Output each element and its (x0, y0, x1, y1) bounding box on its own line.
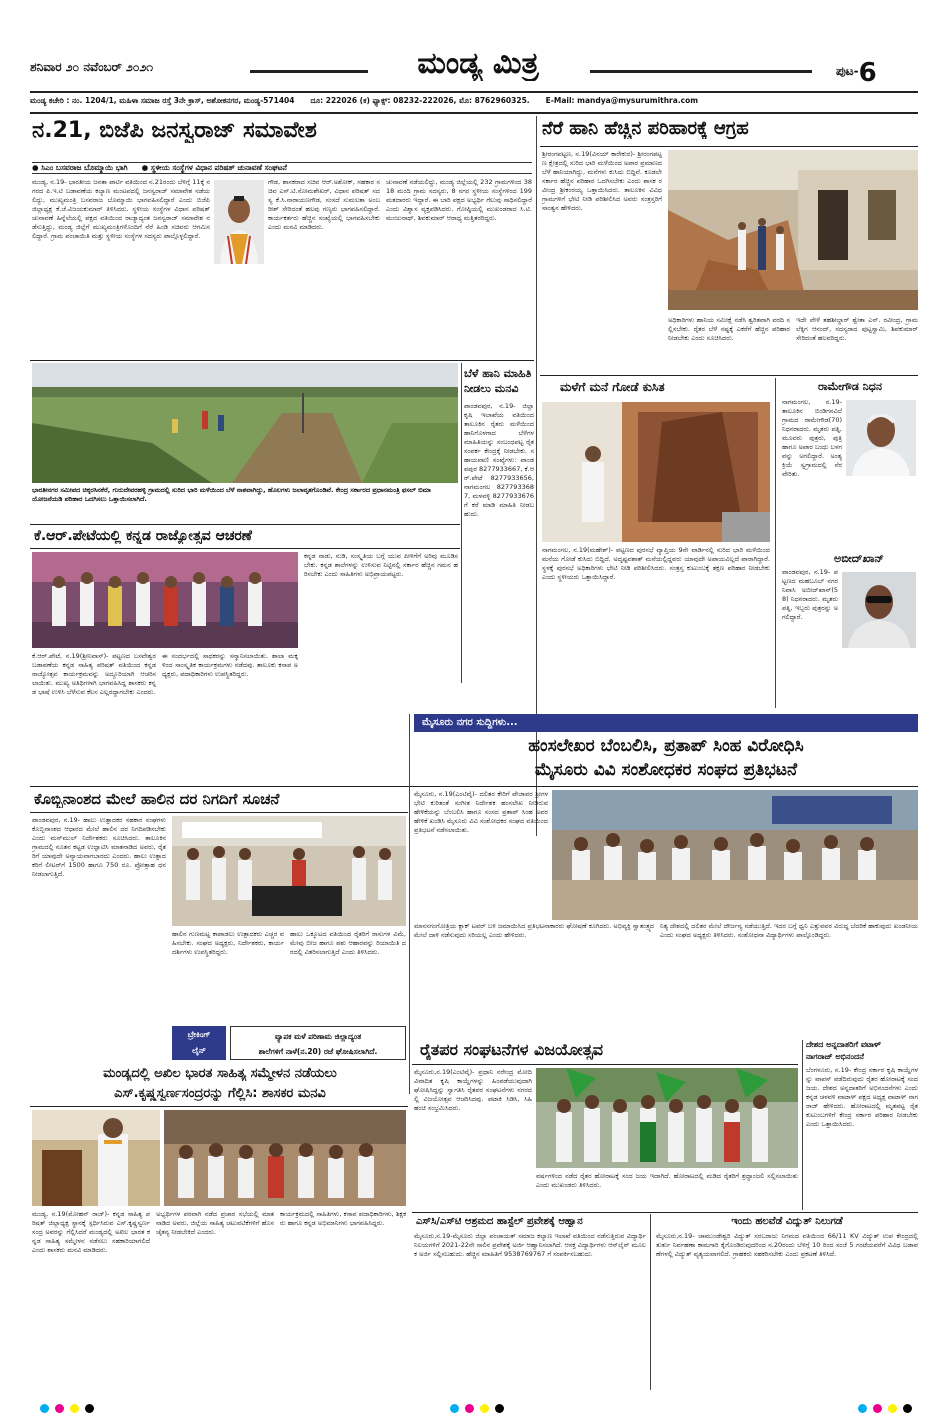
milk-body-col3: ಹಾಲು ಒಕ್ಕೂಟದ ವತಿಯಿಂದ ರೈತರಿಗೆ ರಾಸುಗಳ ವಿಮೆ, ಮೇವು ಬೀಜ ಹಾಗೂ ಪಶು ಆಹಾರವನ್ನು ರಿಯಾಯಿತಿ ದರದಲ್ಲಿ ವಿತರಿಸಲಾಗುತ್ತಿದೆ ಎಂದು ತಿಳಿಸಿದರು. (290, 930, 406, 956)
kannada-headline: ಕೆ.ಆರ್.ಪೇಟೆಯಲ್ಲಿ ಕನ್ನಡ ರಾಜ್ಯೋತ್ಸವ ಆಚರಣೆ (34, 528, 252, 544)
power-headline: ಇಂದು ಹಲವೆಡೆ ವಿದ್ಯುತ್ ನಿಲುಗಡೆ (731, 1216, 843, 1227)
obit2-portrait (842, 572, 916, 648)
breaking-tag-line2: ಲೈನ್ (192, 1046, 206, 1055)
column-divider-right (802, 1040, 803, 1210)
rain-body-col2: ಅಧಿಕಾರಿಗಳು ಹಾನಿಯ ಸಮೀಕ್ಷೆ ನಡೆಸಿ ತ್ವರಿತವಾಗಿ ವರದಿ ಸಲ್ಲಿಸಬೇಕು. ರೈತರ ಬೆಳೆ ನಷ್ಟಕ್ಕೆ ಎಕರೆಗೆ ಹೆಚ್ಚಿನ ಪರಿಹಾರ ನೀಡಬೇಕು ಎಂದು ಸೂಚಿಸಿದರು. (668, 316, 790, 342)
rain-photo (668, 150, 918, 310)
rally-headline: ರೈತಪರ ಸಂಘಟನೆಗಳ ವಿಜಯೋತ್ಸವ (420, 1040, 604, 1059)
protest-headline-2: ಮೈಸೂರು ವಿವಿ ಸಂಶೋಧಕರ ಸಂಘದ ಪ್ರತಿಭಟನೆ (534, 760, 798, 780)
kannada-photo (32, 552, 298, 648)
sammelana-headline-1: ಮಂಡ್ಯದಲ್ಲಿ ಅಖಿಲ ಭಾರತ ಸಾಹಿತ್ಯ ಸಮ್ಮೇಳನ ನಡೆಯಲು (103, 1066, 337, 1081)
column-divider-crop (461, 363, 462, 683)
bjp-subhead-2: ● ಸ್ಥಳೀಯ ಸಂಸ್ಥೆಗಳ ವಿಧಾನ ಪರಿಷತ್ ಚುನಾವಣೆ ಸಂಘಟನೆ (141, 163, 287, 172)
milk-body-col1: ಪಾಂಡವಪುರ, ನ.19- ಹಾಲು ಉತ್ಪಾದಕರ ಸಹಕಾರ ಸಂಘಗಳು ಕೊಬ್ಬಿನಾಂಶದ ಆಧಾರದ ಮೇಲೆ ಹಾಲಿನ ದರ ನಿಗದಿಪಡಿಸಬೇಕು ಎಂದು ಮನ್‌ಮುಲ್ ನಿರ್ದೇಶಕರು ಸೂಚಿಸಿದರು. ತಾಲೂಕಿನ ಗ್ರಾಮದಲ್ಲಿ ನೂತನ ಕಟ್ಟಡ ಉದ್ಘಾಟಿಸಿ ಮಾತನಾಡಿದ ಅವರು, ರೈತರಿಗೆ ಯಾವುದೇ ಅನ್ಯಾಯವಾಗಬಾರದು ಎಂದರು. ಹಾಲು ಉತ್ಪಾದಕರಿಗೆ ಲೀಟರ್‌ಗೆ 1500 ಹಾಗೂ 750 ರೂ. ಪ್ರೋತ್ಸಾಹ ಧನ ನೀಡಲಾಗುತ್ತಿದೆ. (32, 816, 166, 878)
sammelana-headline-rule (30, 1106, 408, 1107)
rain-bottom-rule (540, 375, 918, 376)
column-divider-bottom (650, 1214, 651, 1390)
contact-rule (30, 112, 918, 114)
column-divider-obit (775, 378, 776, 708)
newspaper-title: ಮಂಡ್ಯ ಮಿತ್ರ (417, 46, 539, 81)
bjp-subhead-1: ● ಸಿಎಂ ಬಸವರಾಜ ಬೊಮ್ಮಾಯಿ ಭಾಗಿ (32, 163, 128, 172)
rain-headline-rule (540, 146, 918, 147)
rally-photo (536, 1068, 798, 1168)
print-mark-black (85, 1404, 94, 1413)
sammelana-body-col4: ಕಾರ್ಯಕ್ರಮದಲ್ಲಿ ಸಾಹಿತಿಗಳು, ಕಸಾಪ ಪದಾಧಿಕಾರಿಗಳು, ಶಿಕ್ಷಕರು ಹಾಗೂ ಕನ್ನಡ ಅಭಿಮಾನಿಗಳು ಭಾಗವಹಿಸಿದ್ದರು. (280, 1210, 406, 1227)
office-phone: ದೂ: 222026 (ಕ) ಫ್ಯಾಕ್ಸ್: 08232-222026, ಮೊ: 8762960325. (310, 96, 530, 105)
sammelana-body-col2: ಅಭ್ಯರ್ಥಿಗಳ ಪರವಾಗಿ ನಡೆದ ಪ್ರಚಾರ ಸಭೆಯಲ್ಲಿ ಮಾತನಾಡಿದ ಅವರು, ಜಿಲ್ಲೆಯ ಸಾಹಿತ್ಯ ಚಟುವಟಿಕೆಗಳಿಗೆ ಹೊಸ ಚೈತನ್ಯ ನೀಡಬೇಕಿದೆ ಎಂದರು. (156, 1210, 274, 1236)
breaking-tag-line1: ಬ್ರೇಕಿಂಗ್ (187, 1030, 211, 1039)
masthead-rule-right (590, 70, 812, 73)
crop-photo-caption: ಭಾರತೀನಗರ ಸಮೀಪದ ಚಿಕ್ಕರಸಿನಕೆರೆ, ಗುರುದೇವರಹಳ್ಳಿ ಗ್ರಾಮದಲ್ಲಿ ಸುರಿದ ಭಾರಿ ಮಳೆಯಿಂದ ಬೆಳೆ ನಾಶವಾಗಿದ್ದು, ಹೊಲಗಳು ಜಲಾವೃತಗೊಂಡಿವೆ. ಕೇಂದ್ರ ಸರ್ಕಾರದ ಪ್ರಧಾನಮಂತ್ರಿ ಫಸಲ್ ಬಿಮಾ ಯೋಜನೆಯಡಿ ಪರಿಹಾರ ಒದಗಿಸಲು ಒತ್ತಾಯಿಸಲಾಗಿದೆ. (32, 486, 431, 503)
protest-body-col3: ನಿತ್ಯ ದೇಶದಲ್ಲಿ ದಲಿತರ ಮೇಲೆ ದೌರ್ಜನ್ಯ ನಡೆಯುತ್ತಿದೆ. ಇದರ ಬಗ್ಗೆ ಧ್ವನಿ ಎತ್ತುವವರ ವಿರುದ್ಧ ಬೆದರಿಕೆ ಹಾಕುವುದು ಖಂಡನೀಯ ಎಂದು ಸಂಘದ ಅಧ್ಯಕ್ಷರು ತಿಳಿಸಿದರು. ಸಂಶೋಧನಾ ವಿದ್ಯಾರ್ಥಿಗಳು ಪಾಲ್ಗೊಂಡಿದ್ದರು. (660, 922, 918, 939)
house-headline: ಮಳೆಗೆ ಮನೆ ಗೋಡೆ ಕುಸಿತ (560, 380, 665, 394)
bjp-subheads (32, 162, 532, 174)
print-marks-center (450, 1404, 504, 1413)
rally-body-col2: ವರ್ಷಗಳಿಂದ ನಡೆದ ರೈತರ ಹೋರಾಟಕ್ಕೆ ಸಂದ ಜಯ ಇದಾಗಿದೆ. ಹೋರಾಟದಲ್ಲಿ ಮಡಿದ ರೈತರಿಗೆ ಶ್ರದ್ಧಾಂಜಲಿ ಸಲ್ಲಿಸಲಾಯಿತು ಎಂದು ಮುಖಂಡರು ತಿಳಿಸಿದರು. (536, 1172, 798, 1189)
print-mark-cyan (40, 1404, 49, 1413)
print-mark-magenta (465, 1404, 474, 1413)
obit1-portrait (846, 400, 916, 476)
hostel-body: ಮೈಸೂರು,ನ.19-ಮೈಸೂರು ಜಿಲ್ಲಾ ಪಂಚಾಯತ್ ಸಮಾಜ ಕಲ್ಯಾಣ ಇಲಾಖೆ ವತಿಯಿಂದ ನಡೆಸುತ್ತಿರುವ ವಿದ್ಯಾರ್ಥಿ ನಿಲಯಗಳಿಗೆ 2021-22ನೇ ಸಾಲಿನ ಪ್ರವೇಶಕ್ಕೆ ಅರ್ಜಿ ಆಹ್ವಾನಿಸಲಾಗಿದೆ. ಆಸಕ್ತ ವಿದ್ಯಾರ್ಥಿಗಳು ಆನ್‌ಲೈನ್ ಮೂಲಕ ಅರ್ಜಿ ಸಲ್ಲಿಸಬಹುದು. ಹೆಚ್ಚಿನ ಮಾಹಿತಿಗೆ 9538769767 ಗೆ ಸಂಪರ್ಕಿಸಬಹುದು. (414, 1232, 646, 1258)
print-mark-cyan (450, 1404, 459, 1413)
obit2-headline: ಅಬೀದ್‌ಖಾನ್ (833, 552, 885, 565)
crop-body: ಪಾಂಡವಪುರ, ನ.19- ಜಿಲ್ಲಾ ಕೃಷಿ ಇಲಾಖೆಯ ವತಿಯಿಂದ ತಾಲೂಕಿನ ರೈತರು ಮಳೆಯಿಂದ ಹಾನಿಗೊಳಗಾದ ಬೆಳೆಗಳ ಮಾಹಿತಿಯನ್ನು ಸಂಬಂಧಪಟ್ಟ ರೈತ ಸಂಪರ್ಕ ಕೇಂದ್ರಕ್ಕೆ ನೀಡಬೇಕು. ಸಹಾಯವಾಣಿ ಸಂಖ್ಯೆಗಳು: ಪಾಂಡವಪುರ 8277933667, ಕೆ.ಆರ್.ಪೇಟೆ 8277933656, ನಾಗಮಂಗಲ 8277933687, ಮಳವಳ್ಳಿ 8277933676 ಗೆ ಕರೆ ಮಾಡಿ ಮಾಹಿತಿ ನೀಡಬಹುದು. (464, 402, 534, 518)
crop-headline: ಬೆಳೆ ಹಾನಿ ಮಾಹಿತಿ ನೀಡಲು ಮನವಿ (464, 367, 532, 395)
page-label (836, 58, 877, 88)
page-label-text: ಪುಟ- (836, 64, 859, 78)
obit1-headline: ರಾಮೇಗೌಡ ನಿಧನ (818, 380, 882, 393)
print-mark-magenta (55, 1404, 64, 1413)
print-mark-yellow (480, 1404, 489, 1413)
print-mark-yellow (70, 1404, 79, 1413)
wall-collapse-photo (542, 402, 770, 542)
elderly-man-portrait (846, 400, 916, 476)
kannada-body-col1: ಕೆ.ಆರ್.ಪೇಟೆ, ನ.19(ಶ್ರೀನಿವಾಸ್)- ಪಟ್ಟಣದ ಬಸವೇಶ್ವರ ಬಡಾವಣೆಯ ಕನ್ನಡ ಸಾಹಿತ್ಯ ಪರಿಷತ್ ವತಿಯಿಂದ ಕನ್ನಡ ರಾಜ್ಯೋತ್ಸವ ಕಾರ್ಯಕ್ರಮವನ್ನು ಅದ್ದೂರಿಯಾಗಿ ಆಚರಿಸಲಾಯಿತು. ಮುಖ್ಯ ಅತಿಥಿಗಳಾಗಿ ಭಾಗವಹಿಸಿದ್ದ ಶಾಸಕರು ಕನ್ನಡ ಭಾಷೆ ಉಳಿಸಿ ಬೆಳೆಸುವ ಕೆಲಸ ಎಲ್ಲರದ್ದಾಗಬೇಕು ಎಂದರು. (32, 652, 156, 696)
kannada-bottom-rule (30, 786, 460, 787)
print-mark-cyan (858, 1404, 867, 1413)
milk-body-col2: ಹಾಲಿನ ಗುಣಮಟ್ಟ ಕಾಪಾಡಲು ಉತ್ಪಾದಕರು ಎಚ್ಚರ ವಹಿಸಬೇಕು. ಸಂಘದ ಅಧ್ಯಕ್ಷರು, ನಿರ್ದೇಶಕರು, ಕಾರ್ಯದರ್ಶಿಗಳು ಉಪಸ್ಥಿತರಿದ್ದರು. (172, 930, 284, 956)
obit1-body-col1: ನಾಗಮಂಗಲ, ನ.19- ತಾಲೂಕಿನ ಬಿಂಡಿಗನವಿಲೆ ಗ್ರಾಮದ ರಾಮೇಗೌಡ(70) ನಿಧನರಾದರು. ಮೃತರು ಪತ್ನಿ, ಮೂವರು ಪುತ್ರರು, ಪುತ್ರಿ ಹಾಗೂ ಅಪಾರ ಬಂಧು ಬಳಗವನ್ನು ಅಗಲಿದ್ದಾರೆ. ಅಂತ್ಯಕ್ರಿಯೆ ಸ್ವಗ್ರಾಮದಲ್ಲಿ ನೆರವೇರಿತು. (782, 398, 842, 478)
advocate-body: ಬೆಂಗಳೂರು, ನ.19- ಕೇಂದ್ರ ಸರ್ಕಾರ ಕೃಷಿ ಕಾಯ್ದೆಗಳನ್ನು ವಾಪಸ್ ಪಡೆದಿರುವುದು ರೈತರ ಹೋರಾಟಕ್ಕೆ ಸಂದ ಜಯ. ದೇಶದ ಅನ್ನದಾತರಿಗೆ ಅಭಿನಂದನೆಗಳು ಎಂದು ಕನ್ನಡ ಚಳವಳಿ ವಾಟಾಳ್ ಪಕ್ಷದ ಅಧ್ಯಕ್ಷ ವಾಟಾಳ್ ನಾಗರಾಜ್ ಹೇಳಿದರು. ಹೋರಾಟದಲ್ಲಿ ಮೃತಪಟ್ಟ ರೈತ ಕುಟುಂಬಗಳಿಗೆ ಕೇಂದ್ರ ಸರ್ಕಾರ ಪರಿಹಾರ ನೀಡಬೇಕು ಎಂದು ಒತ್ತಾಯಿಸಿದರು. (806, 1066, 918, 1128)
speaker-at-podium-photo (32, 1110, 160, 1206)
bjp-bottom-rule (30, 360, 534, 361)
protest-headline-1: ಹಂಸಲೇಖರ ಬೆಂಬಲಿಸಿ, ಪ್ರತಾಪ್ ಸಿಂಹ ವಿರೋಧಿಸಿ (528, 736, 804, 756)
print-marks-left (40, 1404, 94, 1413)
sammelana-photo-audience (164, 1110, 406, 1206)
masthead-double-rule (30, 91, 918, 93)
crop-bottom-rule (30, 524, 460, 525)
issue-date: ಶನಿವಾರ ೨೦ ನವೆಂಬರ್ ೨೦೨೧ (30, 60, 153, 74)
kannada-headline-rule (30, 548, 460, 549)
print-mark-black (495, 1404, 504, 1413)
collapsed-house-photo (668, 150, 918, 310)
contact-bar (30, 96, 918, 110)
rally-body-col1: ಮೈಸೂರು,ನ.19(ಎಂಟಿವೈ)- ಪ್ರಧಾನಿ ನರೇಂದ್ರ ಮೋದಿ ವಿವಾದಿತ ಕೃಷಿ ಕಾಯ್ದೆಗಳನ್ನು ಹಿಂಪಡೆಯುವುದಾಗಿ ಘೋಷಿಸಿದ್ದನ್ನು ಸ್ವಾಗತಿಸಿ ರೈತಪರ ಸಂಘಟನೆಗಳು ನಗರದಲ್ಲಿ ವಿಜಯೋತ್ಸವ ಆಚರಿಸಿದವು. ಪಟಾಕಿ ಸಿಡಿಸಿ, ಸಿಹಿ ಹಂಚಿ ಸಂಭ್ರಮಿಸಿದರು. (414, 1068, 532, 1112)
kannada-body-col3: ಕನ್ನಡ ನಾಡು, ನುಡಿ, ಸಂಸ್ಕೃತಿಯ ಬಗ್ಗೆ ಯುವ ಪೀಳಿಗೆಗೆ ಅರಿವು ಮೂಡಿಸಬೇಕು. ಕನ್ನಡ ಶಾಲೆಗಳನ್ನು ಉಳಿಸುವ ನಿಟ್ಟಿನಲ್ಲಿ ಸರ್ಕಾರ ಹೆಚ್ಚಿನ ಗಮನ ಹರಿಸಬೇಕು ಎಂದು ಸಾಹಿತಿಗಳು ಅಭಿಪ್ರಾಯಪಟ್ಟರು. (304, 552, 458, 578)
bjp-body-col3: ಚುನಾವಣೆ ನಡೆಯಲಿದ್ದು, ಮಂಡ್ಯ ಜಿಲ್ಲೆಯಲ್ಲಿ 232 ಗ್ರಾಮಗಳಿಂದ 3818 ಮಂದಿ ಗ್ರಾಮ ಸದಸ್ಯರು, 8 ನಗರ ಸ್ಥಳೀಯ ಸಂಸ್ಥೆಗಳಿಂದ 199 ಮತದಾರರು ಇದ್ದಾರೆ. ಈ ಬಾರಿ ಪಕ್ಷದ ಅಭ್ಯರ್ಥಿ ಗೆಲುವು ಸಾಧಿಸಲಿದ್ದಾರೆ ಎಂದು ವಿಶ್ವಾಸ ವ್ಯಕ್ತಪಡಿಸಿದರು. ಗೋಷ್ಠಿಯಲ್ಲಿ ಮುಖಂಡರಾದ ಸಿ.ಟಿ.ಮಂಜುನಾಥ್, ಶಿವಕುಮಾರ್ ಆರಾಧ್ಯ ಮತ್ತಿತರರಿದ್ದರು. (386, 178, 532, 222)
sit-in-protest-photo (552, 790, 918, 920)
bjp-body-col1: ಮಂಡ್ಯ, ನ.19- ಭಾರತೀಯ ಜನತಾ ಪಾರ್ಟಿ ವತಿಯಿಂದ ನ.21ರಂದು ಬೆಳಿಗ್ಗೆ 11ಕ್ಕೆ ನಗರದ ಪಿ.ಇ.ಟಿ ಬಡಾವಣೆಯ ಕಲ್ಯಾಣ ಮಂಟಪದಲ್ಲಿ ಜನಸ್ವರಾಜ್ ಸಮಾವೇಶ ನಡೆಯಲಿದ್ದು, ಮುಖ್ಯಮಂತ್ರಿ ಬಸವರಾಜ ಬೊಮ್ಮಾಯಿ ಭಾಗವಹಿಸಲಿದ್ದಾರೆ ಎಂದು ಬಿಜೆಪಿ ಜಿಲ್ಲಾಧ್ಯಕ್ಷ ಕೆ.ಜೆ.ವಿಜಯಕುಮಾರ್ ತಿಳಿಸಿದರು. ಸ್ಥಳೀಯ ಸಂಸ್ಥೆಗಳ ವಿಧಾನ ಪರಿಷತ್ ಚುನಾವಣೆ ಹಿನ್ನೆಲೆಯಲ್ಲಿ ಪಕ್ಷದ ವತಿಯಿಂದ ರಾಜ್ಯಾದ್ಯಂತ ಜನಸ್ವರಾಜ್ ಸಮಾವೇಶ ನಡೆಸುತ್ತಿದ್ದು, ಮಂಡ್ಯ ಜಿಲ್ಲೆಗೆ ಮುಖ್ಯಮಂತ್ರಿಗಳೊಂದಿಗೆ ನೆರೆ ಹಿಂಡಿ ಸಚಿವರು ಆಗಮಿಸಲಿದ್ದಾರೆ. ಗ್ರಾಮ ಪಂಚಾಯಿತಿ ಮತ್ತು ಸ್ಥಳೀಯ ಸಂಸ್ಥೆಗಳ ಸದಸ್ಯರು ಪಾಲ್ಗೊಳ್ಳಲಿದ್ದಾರೆ. (32, 178, 210, 240)
mysuru-news-tag: ಮೈಸೂರು ನಗರ ಸುದ್ದಿಗಳು... (414, 714, 918, 732)
breaking-tag (172, 1026, 226, 1060)
breaking-line1: ವ್ಯಾಪಕ ಮಳೆ ಪರಿಣಾಮ ಜಿಲ್ಲಾದ್ಯಂತ (274, 1032, 362, 1041)
house-photo (542, 402, 770, 542)
field-photo (32, 363, 458, 483)
masthead-rule-left (250, 70, 368, 73)
advocate-headline-2: ನಾಗರಾಜ್ ಅಭಿನಂದನೆ (806, 1052, 864, 1061)
crop-photo (32, 363, 458, 483)
protest-body-col1: ಮೈಸೂರು, ನ.19(ಎಂಟಿವೈ)- ದಲಿತರ ಕೇರಿಗೆ ಪೇಜಾವರ ಶ್ರೀಗಳ ಭೇಟಿ ಕುರಿತಂತೆ ಸಂಗೀತ ನಿರ್ದೇಶಕ ಹಂಸಲೇಖ ನೀಡಿರುವ ಹೇಳಿಕೆಯನ್ನು ಬೆಂಬಲಿಸಿ ಹಾಗೂ ಸಂಸದ ಪ್ರತಾಪ್ ಸಿಂಹ ಅವರ ಹೇಳಿಕೆ ಖಂಡಿಸಿ ಮೈಸೂರು ವಿವಿ ಸಂಶೋಧಕರ ಸಂಘದ ವತಿಯಿಂದ ಪ್ರತಿಭಟನೆ ನಡೆಸಲಾಯಿತು. (414, 790, 548, 834)
breaking-line2: ಶಾಲೆಗಳಿಗೆ ನಾಳೆ(ನ.20) ರಜೆ ಘೋಷಿಸಲಾಗಿದೆ. (258, 1047, 378, 1056)
print-mark-yellow (888, 1404, 897, 1413)
hostel-headline: ಎಸ್‌ಸಿ/ಎಸ್‌ಟಿ ಆಶ್ರಮದ ಹಾಸ್ಟೆಲ್ ಪ್ರವೇಶಕ್ಕೆ ಆಹ್ವಾನ (416, 1216, 583, 1227)
portrait-figure (214, 180, 264, 264)
power-body: ಮೈಸೂರು,ನ.19- ಚಾಮುಂಡೇಶ್ವರಿ ವಿದ್ಯುತ್ ಸರಬರಾಜು ನಿಗಮದ ವತಿಯಿಂದ 66/11 KV ವಿದ್ಯುತ್ ಉಪ ಕೇಂದ್ರದಲ್ಲಿ ತುರ್ತು ನಿರ್ವಹಣಾ ಕಾಮಗಾರಿ ಕೈಗೊಂಡಿರುವುದರಿಂದ ನ.20ರಂದು ಬೆಳಿಗ್ಗೆ 10 ರಿಂದ ಸಂಜೆ 5 ಗಂಟೆಯವರೆಗೆ ವಿವಿಧ ಬಡಾವಣೆಗಳಲ್ಲಿ ವಿದ್ಯುತ್ ವ್ಯತ್ಯಯವಾಗಲಿದೆ. ಗ್ರಾಹಕರು ಸಹಕರಿಸಬೇಕು ಎಂದು ಪ್ರಕಟಣೆ ತಿಳಿಸಿದೆ. (656, 1232, 918, 1258)
dairy-inauguration-photo (172, 816, 406, 926)
print-mark-black (903, 1404, 912, 1413)
protest-photo (552, 790, 918, 920)
milk-headline-rule (30, 812, 408, 813)
protest-headline-rule (412, 786, 918, 787)
kannada-body-col2: ಈ ಸಂದರ್ಭದಲ್ಲಿ ಸಾಧಕರನ್ನು ಸನ್ಮಾನಿಸಲಾಯಿತು. ಶಾಲಾ ಮಕ್ಕಳಿಂದ ಸಾಂಸ್ಕೃತಿಕ ಕಾರ್ಯಕ್ರಮಗಳು ನಡೆದವು. ತಾಲೂಕು ಕಸಾಪ ಅಧ್ಯಕ್ಷರು, ಪದಾಧಿಕಾರಿಗಳು ಉಪಸ್ಥಿತರಿದ್ದರು. (162, 652, 298, 678)
column-divider-mid (409, 714, 410, 1094)
sammelana-headline-2: ಎಸ್.ಕೃಷ್ಣಸ್ವರ್ಣಸಂದ್ರರನ್ನು ಗೆಲ್ಲಿಸಿ: ಶಾಸಕರ ಮನವಿ (114, 1086, 326, 1101)
advocate-headline-1: ದೇಶದ ಅನ್ನದಾತರಿಗೆ ವಟಾಳ್ (806, 1040, 881, 1049)
audience-photo (164, 1110, 406, 1206)
bjp-body-col2: ಗೌಡ, ಶಾಸಕರಾದ ಸಚಿವ ಆರ್.ಅಶೋಕ್, ಸಹಕಾರ ಸಚಿವ ಎಸ್.ಟಿ.ಸೋಮಶೇಖರ್, ವಿಧಾನ ಪರಿಷತ್ ಸದಸ್ಯ ಕೆ.ಸಿ.ನಾರಾಯಣಗೌಡ, ಸಂಸದೆ ಸುಮಲತಾ ಅಂಬರೀಶ್ ಸೇರಿದಂತೆ ಹಲವು ಗಣ್ಯರು ಭಾಗವಹಿಸಲಿದ್ದಾರೆ. ಕಾರ್ಯಕರ್ತರು ಹೆಚ್ಚಿನ ಸಂಖ್ಯೆಯಲ್ಲಿ ಭಾಗವಹಿಸಬೇಕು ಎಂದು ಮನವಿ ಮಾಡಿದರು. (268, 178, 380, 231)
protest-body-col2: ಮಾನಸಗಂಗೋತ್ರಿಯ ಕ್ಲಾಕ್ ಟವರ್ ಬಳಿ ಜಮಾಯಿಸಿದ ಪ್ರತಿಭಟನಾಕಾರರು ಘೋಷಣೆ ಕೂಗಿದರು. ಅಭಿವ್ಯಕ್ತಿ ಸ್ವಾತಂತ್ರ್ಯದ ಮೇಲೆ ದಾಳಿ ನಡೆಸುವುದು ಸರಿಯಲ್ಲ ಎಂದು ಹೇಳಿದರು. (414, 922, 654, 939)
felicitation-photo (32, 552, 298, 648)
breaking-text (230, 1026, 406, 1060)
milk-headline: ಕೊಬ್ಬಿನಾಂಶದ ಮೇಲೆ ಹಾಲಿನ ದರ ನಿಗದಿಗೆ ಸೂಚನೆ (34, 790, 280, 808)
rain-headline: ನೆರೆ ಹಾನಿ ಹೆಚ್ಚಿನ ಪರಿಹಾರಕ್ಕೆ ಆಗ್ರಹ (542, 118, 749, 139)
sammelana-photo-speaker (32, 1110, 160, 1206)
print-marks-right (858, 1404, 912, 1413)
rain-caption: ಇದೇ ವೇಳೆ ತಹಶೀಲ್ದಾರ್ ಶ್ವೇತಾ ಎನ್. ರವೀಂದ್ರ, ಗ್ರಾಮ ಲೆಕ್ಕಿಗ ಆನಂದ್, ಸದಸ್ಯರಾದ ಪುಟ್ಟಸ್ವಾಮಿ, ಶಿವಕುಮಾರ್ ಸೇರಿದಂತೆ ಹಲವರಿದ್ದರು. (796, 316, 918, 342)
office-email[interactable]: E-Mail: mandya@mysurumithra.com (545, 96, 699, 105)
rain-body-col1: ಶ್ರೀರಂಗಪಟ್ಟಣ, ನ.19(ವಿನಯ್ ಕಾರೇಕುರ)- ಶ್ರೀರಂಗಪಟ್ಟಣ ಕ್ಷೇತ್ರದಲ್ಲಿ ಸುರಿದ ಭಾರಿ ಮಳೆಯಿಂದ ಅಪಾರ ಪ್ರಮಾಣದ ಬೆಳೆ ಹಾನಿಯಾಗಿದ್ದು, ಮನೆಗಳು ಕುಸಿದು ಬಿದ್ದಿವೆ. ಕೂಡಲೇ ಸರ್ಕಾರ ಹೆಚ್ಚಿನ ಪರಿಹಾರ ಒದಗಿಸಬೇಕು ಎಂದು ಶಾಸಕ ರವೀಂದ್ರ ಶ್ರೀಕಂಠಯ್ಯ ಒತ್ತಾಯಿಸಿದರು. ತಾಲೂಕಿನ ವಿವಿಧ ಗ್ರಾಮಗಳಿಗೆ ಭೇಟಿ ನೀಡಿ ಪರಿಶೀಲಿಸಿದ ಅವರು ಸಂತ್ರಸ್ತರಿಗೆ ಸಾಂತ್ವನ ಹೇಳಿದರು. (542, 150, 662, 212)
print-mark-magenta (873, 1404, 882, 1413)
rally-headline-rule (412, 1064, 798, 1065)
house-body: ನಾಗಮಂಗಲ, ನ.19(ಮಹೇಶ್)- ಪಟ್ಟಣದ ಪುರಸಭೆ ವ್ಯಾಪ್ತಿಯ 9ನೇ ವಾರ್ಡಿನಲ್ಲಿ ಸುರಿದ ಭಾರಿ ಮಳೆಯಿಂದ ಮನೆಯ ಗೋಡೆ ಕುಸಿದು ಬಿದ್ದಿದೆ. ಅದೃಷ್ಟವಶಾತ್ ಮನೆಯಲ್ಲಿದ್ದವರು ಯಾವುದೇ ಅಪಾಯವಿಲ್ಲದೆ ಪಾರಾಗಿದ್ದಾರೆ. ಸ್ಥಳಕ್ಕೆ ಪುರಸಭೆ ಅಧಿಕಾರಿಗಳು ಭೇಟಿ ನೀಡಿ ಪರಿಶೀಲಿಸಿದರು. ಸಂತ್ರಸ್ತ ಕುಟುಂಬಕ್ಕೆ ತಕ್ಷಣ ಪರಿಹಾರ ನೀಡಬೇಕು ಎಂದು ಸ್ಥಳೀಯರು ಒತ್ತಾಯಿಸಿದ್ದಾರೆ. (542, 546, 770, 581)
victory-rally-photo (536, 1068, 798, 1168)
bottom-stories-rule (412, 1212, 918, 1213)
obit2-body-col1: ಪಾಂಡವಪುರ, ನ.19- ಪಟ್ಟಣದ ಮಹಬೂಬ್ ನಗರ ನಿವಾಸಿ ಅಬೀದ್‌ಖಾನ್(58) ನಿಧನರಾದರು. ಮೃತರು ಪತ್ನಿ, ಇಬ್ಬರು ಪುತ್ರರನ್ನು ಅಗಲಿದ್ದಾರೆ. (782, 568, 838, 621)
bjp-portrait-photo (214, 180, 264, 264)
bjp-headline: ನ.21, ಬಿಜೆಪಿ ಜನಸ್ವರಾಜ್ ಸಮಾವೇಶ (32, 118, 317, 143)
man-sunglasses-portrait (842, 572, 916, 648)
sammelana-body-col1: ಮಂಡ್ಯ, ನ.19(ಮೋಹನ್ ರಾಜ್)- ಕನ್ನಡ ಸಾಹಿತ್ಯ ಪರಿಷತ್ ಜಿಲ್ಲಾಧ್ಯಕ್ಷ ಸ್ಥಾನಕ್ಕೆ ಸ್ಪರ್ಧಿಸಿರುವ ಎಸ್.ಕೃಷ್ಣಸ್ವರ್ಣಸಂದ್ರ ಅವರನ್ನು ಗೆಲ್ಲಿಸಿದರೆ ಮಂಡ್ಯದಲ್ಲಿ ಅಖಿಲ ಭಾರತ ಕನ್ನಡ ಸಾಹಿತ್ಯ ಸಮ್ಮೇಳನ ನಡೆಸಲು ಸಹಕಾರಿಯಾಗಲಿದೆ ಎಂದು ಶಾಸಕರು ಮನವಿ ಮಾಡಿದರು. (32, 1210, 150, 1254)
page-number: 6 (858, 58, 877, 88)
milk-photo (172, 816, 406, 926)
office-address: ಮಂಡ್ಯ ಕಚೇರಿ : ನಂ. 1204/1, ಮಹಿಳಾ ಸಮಾಜ ರಸ್ತೆ 3ನೇ ಕ್ರಾಸ್, ಅಶೋಕನಗರ, ಮಂಡ್ಯ-571404 (30, 96, 295, 105)
